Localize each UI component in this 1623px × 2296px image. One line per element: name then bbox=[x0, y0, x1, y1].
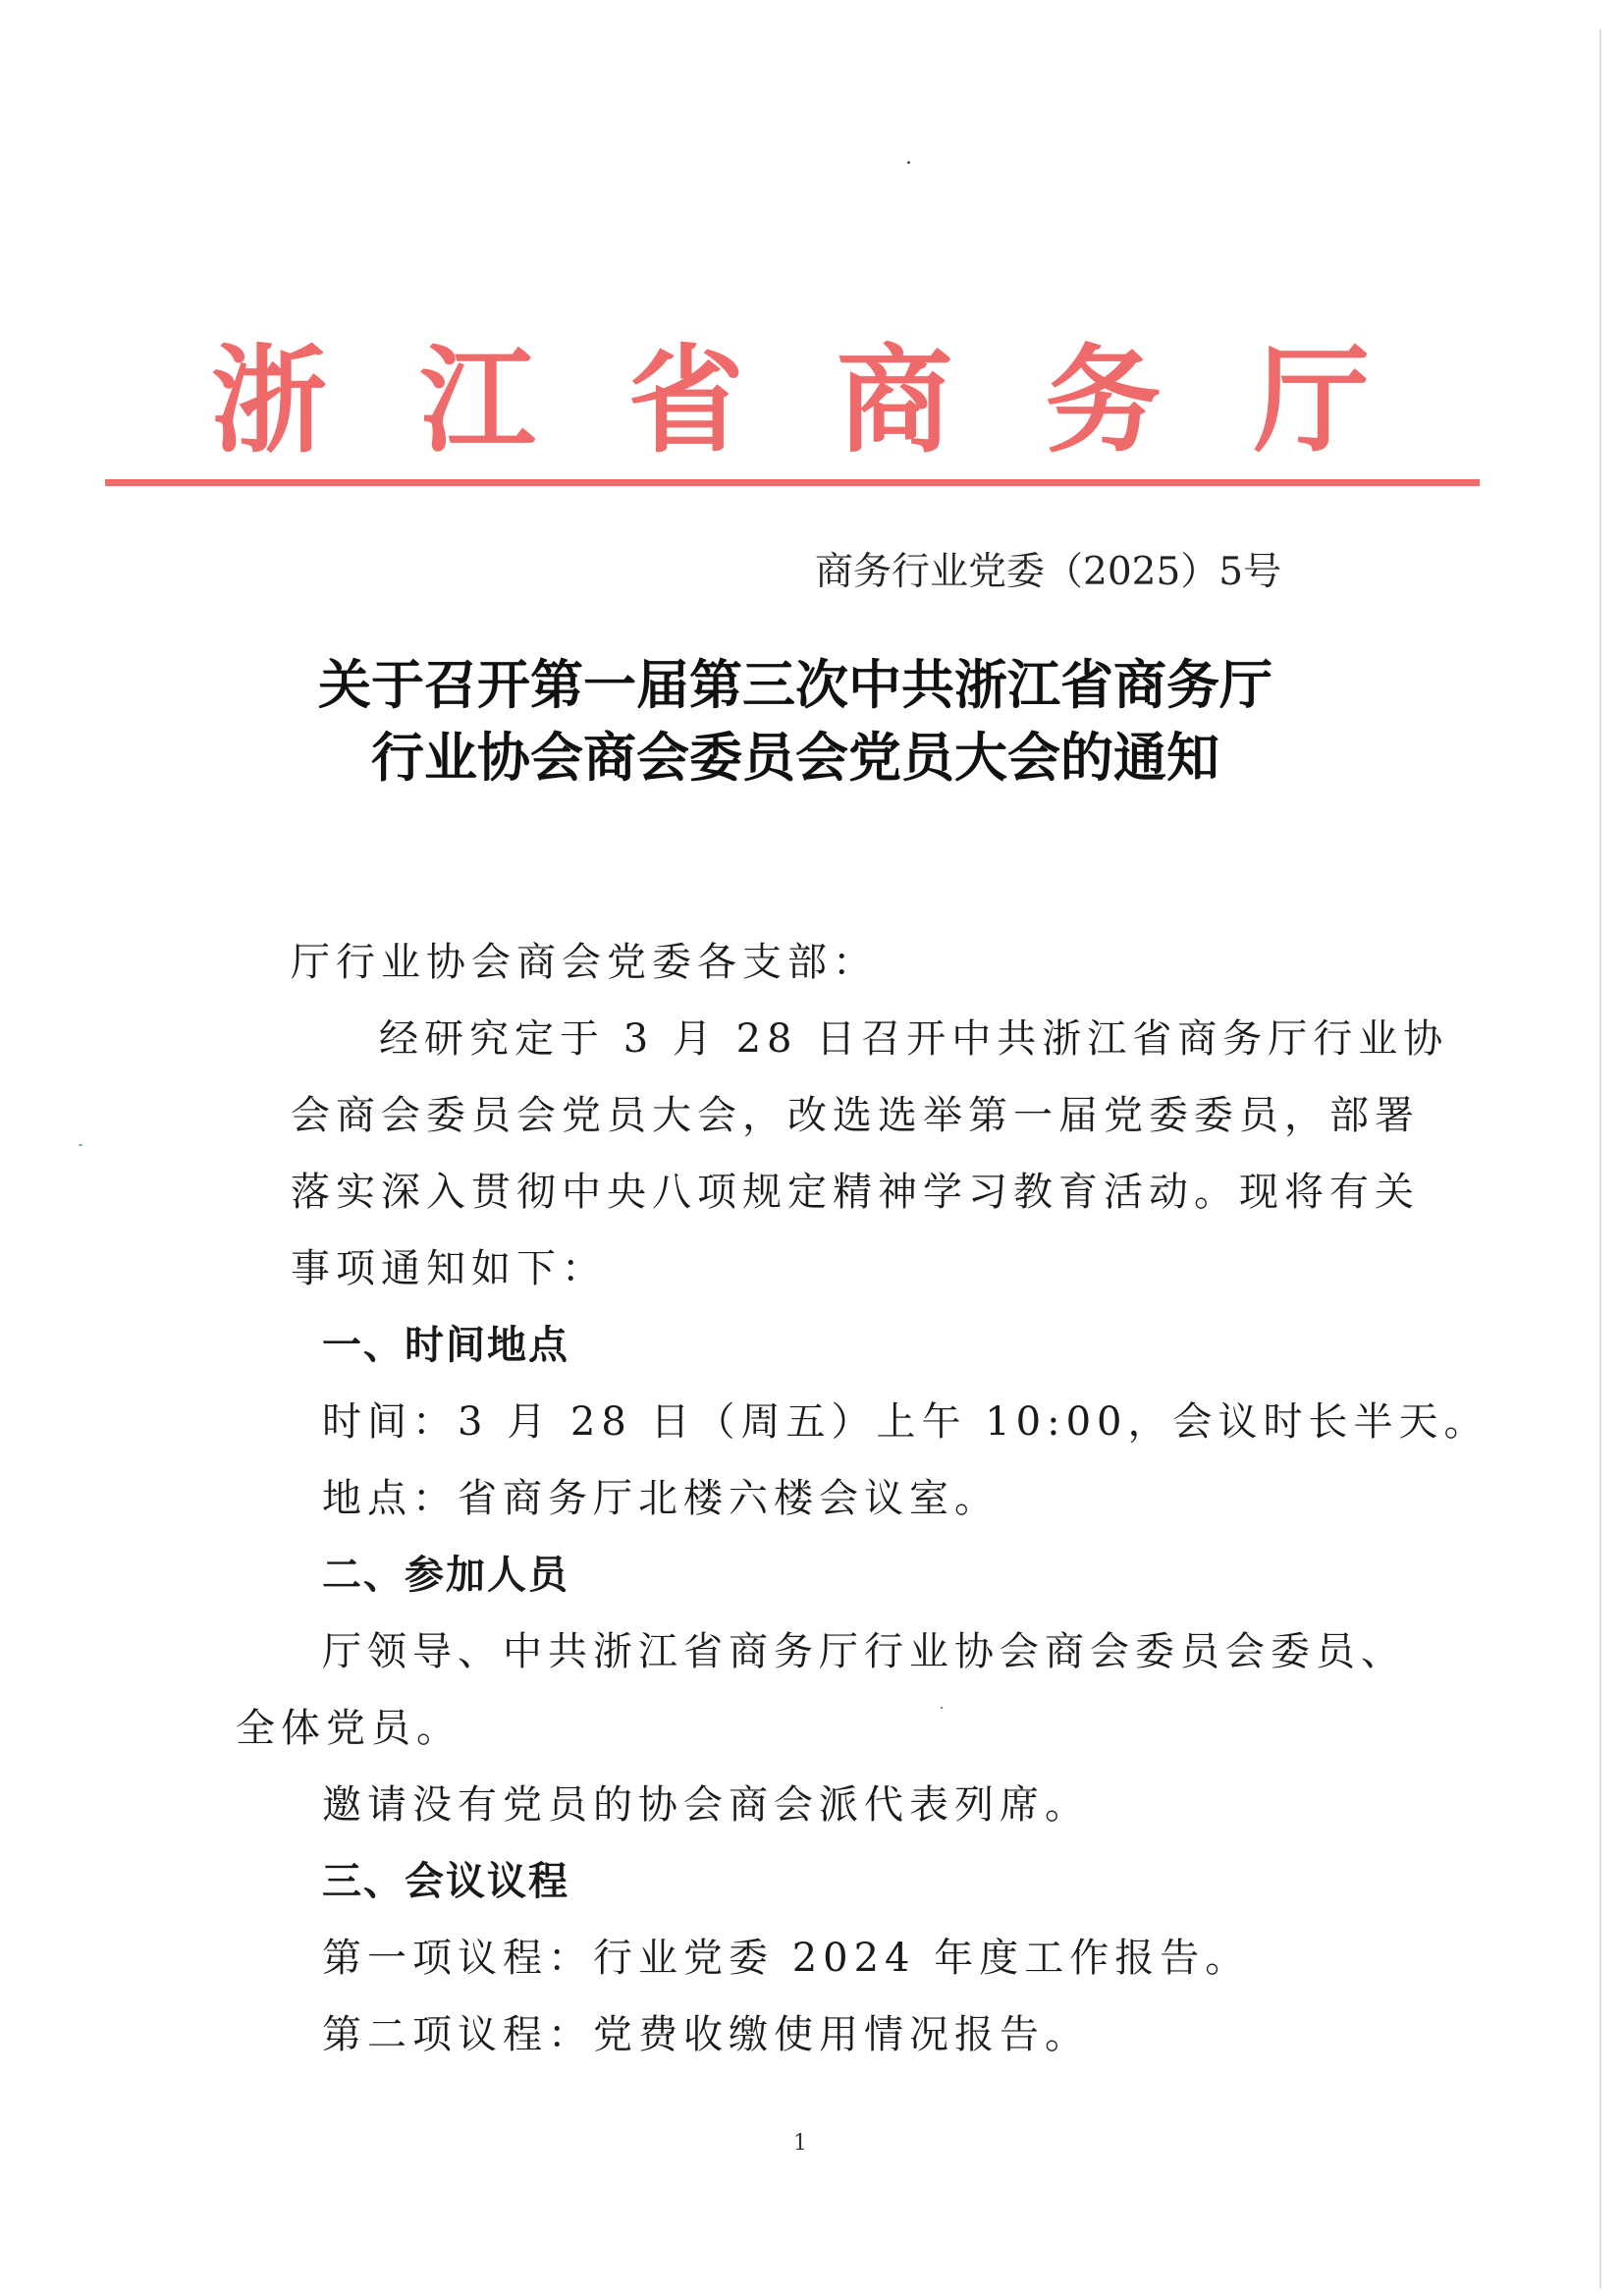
salutation: 厅行业协会商会党委各支部： bbox=[291, 940, 878, 985]
attendees-line-2: 全体党员。 bbox=[236, 1706, 461, 1751]
header-char: 厅 bbox=[1253, 333, 1370, 468]
title-line-1: 关于召开第一届第三次中共浙江省商务厅 bbox=[318, 653, 1272, 716]
header-char: 务 bbox=[1045, 333, 1162, 468]
section-heading-agenda: 三、会议议程 bbox=[322, 1859, 569, 1904]
title-line-2: 行业协会商会委员会党员大会的通知 bbox=[371, 726, 1219, 789]
intro-line-1: 经研究定于 3 月 28 日召开中共浙江省商务厅行业协 bbox=[379, 1016, 1449, 1062]
header-char: 商 bbox=[837, 333, 953, 468]
section-heading-attendees: 二、参加人员 bbox=[322, 1553, 569, 1598]
intro-line-2: 会商会委员会党员大会，改选选举第一届党委委员，部署 bbox=[291, 1093, 1420, 1138]
intro-line-4: 事项通知如下： bbox=[291, 1246, 607, 1291]
attendees-line-3: 邀请没有党员的协会商会派代表列席。 bbox=[322, 1782, 1090, 1828]
scan-speck bbox=[79, 1144, 82, 1146]
document-number: 商务行业党委（2025）5号 bbox=[815, 550, 1282, 594]
attendees-line-1: 厅领导、中共浙江省商务厅行业协会商会委员会委员、 bbox=[322, 1629, 1406, 1674]
agenda-item-2: 第二项议程：党费收缴使用情况报告。 bbox=[322, 2012, 1090, 2057]
issuing-authority-header bbox=[211, 332, 1370, 469]
meeting-place: 地点：省商务厅北楼六楼会议室。 bbox=[322, 1476, 1000, 1521]
intro-line-3: 落实深入贯彻中央八项规定精神学习教育活动。现将有关 bbox=[291, 1170, 1420, 1215]
document-title bbox=[147, 648, 1443, 793]
scan-speck bbox=[907, 161, 910, 164]
agenda-item-1: 第一项议程：行业党委 2024 年度工作报告。 bbox=[322, 1936, 1251, 1981]
header-char: 江 bbox=[419, 333, 536, 468]
meeting-time: 时间：3 月 28 日（周五）上午 10:00，会议时长半天。 bbox=[322, 1399, 1489, 1445]
scan-speck bbox=[941, 1707, 943, 1709]
page-number: 1 bbox=[793, 2131, 807, 2156]
header-char: 省 bbox=[627, 333, 744, 468]
section-heading-time-place: 一、时间地点 bbox=[322, 1323, 569, 1368]
header-char: 浙 bbox=[211, 333, 328, 468]
scan-edge-line bbox=[1599, 29, 1601, 2288]
red-separator-rule bbox=[105, 479, 1480, 486]
